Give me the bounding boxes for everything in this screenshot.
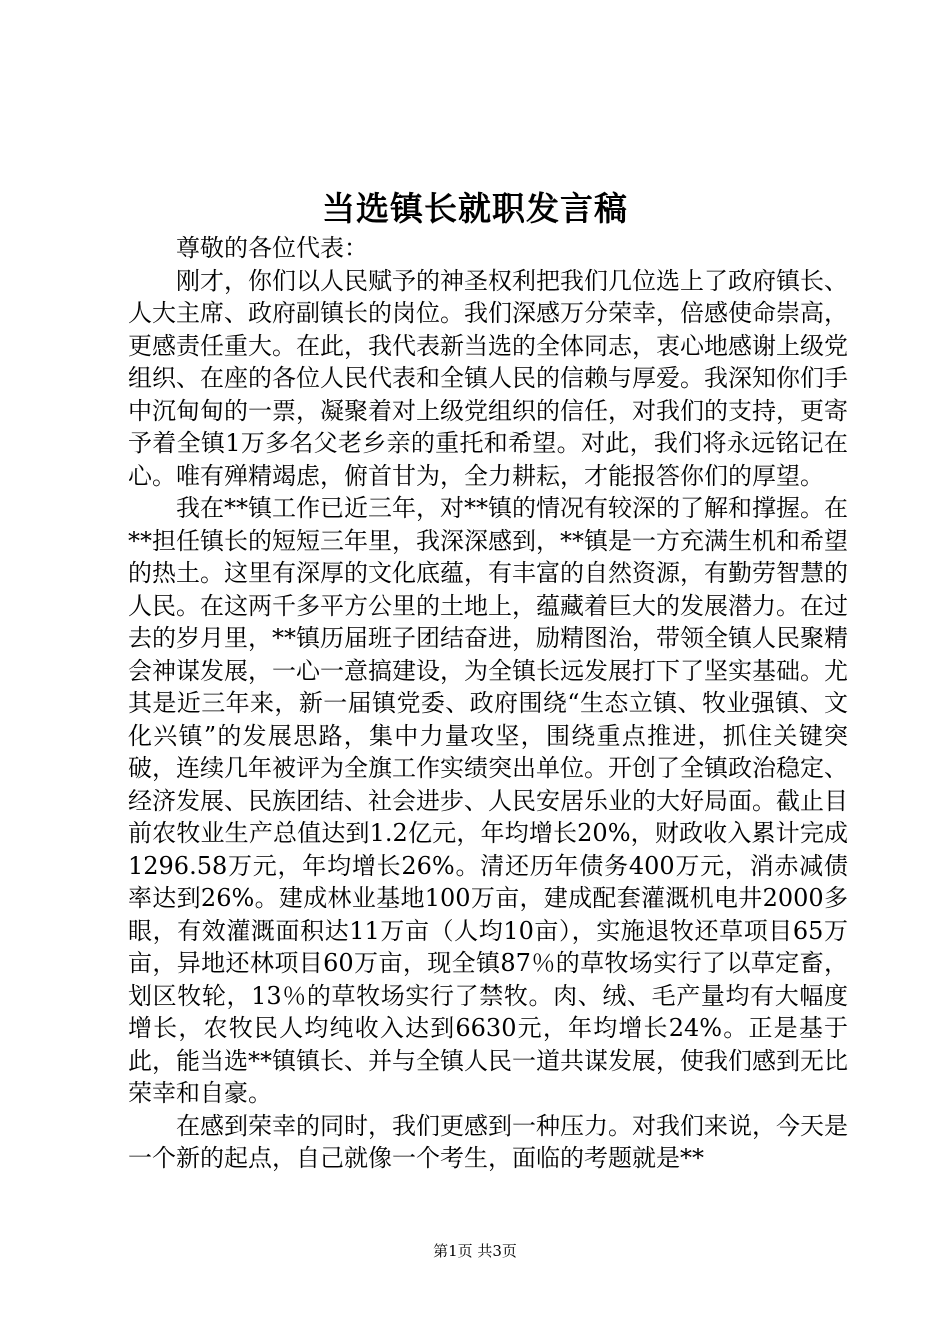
body-paragraph-1: 刚才，你们以人民赋予的神圣权利把我们几位选上了政府镇长、人大主席、政府副镇长的岗位。我们深感万分荣幸，倍感使命崇高，更感责任重大。在此，我代表新当选的全体同志，衷心地感谢上级党组织、在座的各位人民代表和全镇人民的信赖与厚爱。我深知你们手中沉甸甸的一票，凝聚着对上级党组织的信任，对我们的支持，更寄予着全镇1万多名父老乡亲的重托和希望。对此，我们将永远铭记在心。唯有殚精竭虑，俯首甘为，全力耕耘，才能报答你们的厚望。 — [128, 266, 848, 490]
body-paragraph-2: 我在**镇工作已近三年，对**镇的情况有较深的了解和撑握。在**担任镇长的短短三年里，我深深感到，**镇是一方充满生机和希望的热土。这里有深厚的文化底蕴，有丰富的自然资源，有勤劳智慧的人民。在这两千多平方公里的土地上，蕴藏着巨大的发展潜力。在过去的岁月里，**镇历届班子团结奋进，励精图治，带领全镇人民聚精会神谋发展，一心一意搞建设，为全镇长远发展打下了坚实基础。尤其是近三年来，新一届镇党委、政府围绕“生态立镇、牧业强镇、文化兴镇”的发展思路，集中力量攻坚，围绕重点推进，抓住关键突破，连续几年被评为全旗工作实绩突出单位。开创了全镇政治稳定、经济发展、民族团结、社会进步、人民安居乐业的大好局面。截止目前农牧业生产总值达到1.2亿元，年均增长20%，财政收入累计完成1296.58万元，年均增长26%。清还历年债务400万元，消赤减债率达到26%。建成林业基地100万亩，建成配套灌溉机电井2000多眼，有效灌溉面积达11万亩（人均10亩），实施退牧还草项目65万亩，异地还林项目60万亩，现全镇87％的草牧场实行了以草定畜，划区牧轮，13％的草牧场实行了禁牧。肉、绒、毛产量均有大幅度增长，农牧民人均纯收入达到6630元，年均增长24%。正是基于此，能当选**镇镇长、并与全镇人民一道共谋发展，使我们感到无比荣幸和自豪。 — [128, 494, 848, 1107]
body-paragraph-3: 在感到荣幸的同时，我们更感到一种压力。对我们来说，今天是一个新的起点，自己就像一个考生，面临的考题就是** — [128, 1111, 848, 1172]
salutation-paragraph: 尊敬的各位代表： — [176, 234, 368, 262]
document-title: 当选镇长就职发言稿 — [322, 189, 628, 228]
page-number-footer: 第1页 共3页 — [433, 1242, 517, 1260]
document-body — [128, 232, 848, 1175]
